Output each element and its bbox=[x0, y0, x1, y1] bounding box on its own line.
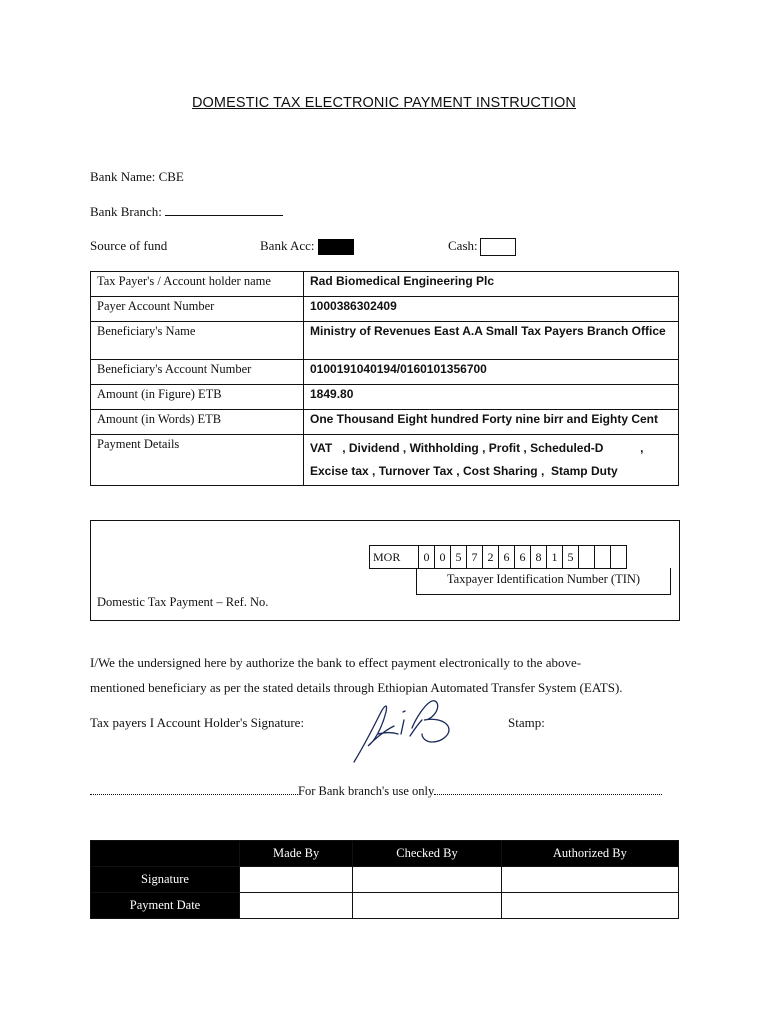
tin-digit: 1 bbox=[547, 546, 563, 569]
tin-digit bbox=[579, 546, 595, 569]
bank-acc-checkbox[interactable] bbox=[318, 239, 354, 255]
row-label: Beneficiary's Account Number bbox=[91, 360, 304, 385]
date-checked-by-cell[interactable] bbox=[353, 893, 501, 919]
bank-name: Bank Name: CBE bbox=[90, 169, 184, 184]
authorization-line1: I/We the undersigned here by authorize the bank to effect payment electronically to the above- bbox=[90, 655, 582, 670]
dotted-leader-left bbox=[90, 794, 298, 795]
row-label: Payer Account Number bbox=[91, 297, 304, 322]
tin-digit bbox=[595, 546, 611, 569]
row-label: Amount (in Figure) ETB bbox=[91, 385, 304, 410]
row-label: Tax Payer's / Account holder name bbox=[91, 272, 304, 297]
page-title: DOMESTIC TAX ELECTRONIC PAYMENT INSTRUCTION bbox=[191, 95, 577, 111]
bank-use-divider bbox=[90, 784, 680, 799]
bank-use-label: For Bank branch's use only bbox=[298, 784, 435, 798]
tin-digit: 0 bbox=[435, 546, 451, 569]
row-value: Ministry of Revenues East A.A Small Tax Payers Branch Office bbox=[304, 322, 679, 360]
authorization-text bbox=[90, 650, 680, 700]
row-value: Rad Biomedical Engineering Plc bbox=[304, 272, 679, 297]
signature-checked-by-cell[interactable] bbox=[353, 867, 501, 893]
stamp-label: Stamp: bbox=[508, 715, 545, 730]
bank-branch-field[interactable] bbox=[165, 203, 283, 216]
row-label-signature: Signature bbox=[91, 867, 240, 893]
tin-digit: 7 bbox=[467, 546, 483, 569]
date-made-by-cell[interactable] bbox=[240, 893, 353, 919]
table-row bbox=[91, 360, 679, 385]
table-row bbox=[91, 435, 679, 486]
cash-label: Cash: bbox=[448, 238, 478, 253]
payment-details-line1: VAT , Dividend , Withholding , Profit , Scheduled-D , bbox=[310, 441, 644, 455]
header-made-by: Made By bbox=[240, 841, 353, 867]
row-label: Payment Details bbox=[91, 435, 304, 486]
payment-info-table bbox=[90, 271, 679, 486]
row-label: Beneficiary's Name bbox=[91, 322, 304, 360]
date-authorized-by-cell[interactable] bbox=[501, 893, 678, 919]
tin-digit: 0 bbox=[419, 546, 435, 569]
table-row bbox=[91, 385, 679, 410]
row-value: 0100191040194/0160101356700 bbox=[304, 360, 679, 385]
table-row bbox=[91, 893, 679, 919]
tin-label: Taxpayer Identification Number (TIN) bbox=[416, 568, 671, 595]
cash-row bbox=[448, 238, 516, 256]
table-row bbox=[91, 297, 679, 322]
signature-made-by-cell[interactable] bbox=[240, 867, 353, 893]
tin-digits-table bbox=[369, 545, 627, 569]
tin-digit: 5 bbox=[451, 546, 467, 569]
bank-branch-label: Bank Branch: bbox=[90, 204, 162, 219]
row-label-payment-date: Payment Date bbox=[91, 893, 240, 919]
table-row bbox=[91, 322, 679, 360]
row-value bbox=[304, 435, 679, 486]
header-checked-by: Checked By bbox=[353, 841, 501, 867]
row-value: One Thousand Eight hundred Forty nine birr and Eighty Cent bbox=[304, 410, 679, 435]
tin-digit: 6 bbox=[499, 546, 515, 569]
source-of-fund-label: Source of fund bbox=[90, 238, 168, 253]
bank-branch-row bbox=[90, 203, 283, 220]
row-value: 1849.80 bbox=[304, 385, 679, 410]
tin-digit: 8 bbox=[531, 546, 547, 569]
ref-no-label: Domestic Tax Payment – Ref. No. bbox=[97, 595, 269, 609]
table-row bbox=[91, 410, 679, 435]
bank-use-table bbox=[90, 840, 679, 919]
tin-digit: 2 bbox=[483, 546, 499, 569]
cash-checkbox[interactable] bbox=[480, 238, 516, 256]
table-header-row bbox=[91, 841, 679, 867]
bank-acc-label: Bank Acc: bbox=[260, 238, 315, 253]
tin-digit: 6 bbox=[515, 546, 531, 569]
header-authorized-by: Authorized By bbox=[501, 841, 678, 867]
bank-acc-row bbox=[260, 238, 354, 255]
dotted-leader-right bbox=[434, 794, 662, 795]
payment-details-line2: Excise tax , Turnover Tax , Cost Sharing , Stamp Duty bbox=[310, 464, 618, 478]
authorization-line2: mentioned beneficiary as per the stated details through Ethiopian Automated Transfer System (EATS). bbox=[90, 680, 623, 695]
handwritten-signature bbox=[348, 694, 463, 766]
row-label: Amount (in Words) ETB bbox=[91, 410, 304, 435]
tin-digit bbox=[611, 546, 627, 569]
row-value: 1000386302409 bbox=[304, 297, 679, 322]
mor-label: MOR bbox=[370, 546, 419, 569]
signature-authorized-by-cell[interactable] bbox=[501, 867, 678, 893]
tin-digit: 5 bbox=[563, 546, 579, 569]
table-row bbox=[91, 272, 679, 297]
table-row bbox=[91, 867, 679, 893]
signature-label: Tax payers I Account Holder's Signature: bbox=[90, 715, 305, 730]
header-empty bbox=[91, 841, 240, 867]
